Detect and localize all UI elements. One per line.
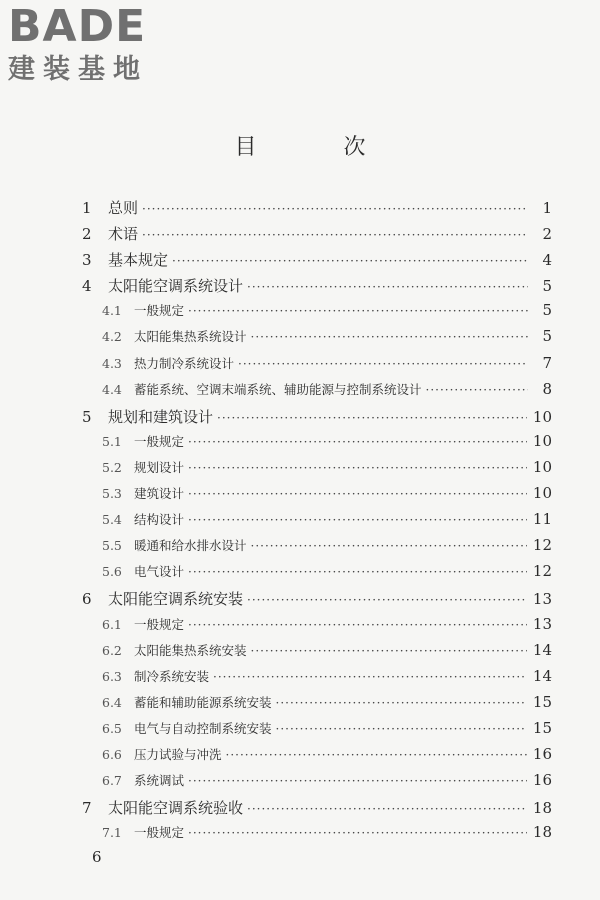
toc-title: 基本规定: [108, 251, 169, 270]
toc-number: 4.4: [102, 381, 122, 397]
logo-subtitle: 建装基地: [8, 54, 148, 85]
toc-page-number: 12: [532, 536, 552, 555]
toc-leader-dots: [213, 670, 527, 684]
toc-title: 压力试验与冲洗: [134, 746, 222, 762]
logo-wordmark: BADE: [8, 1, 147, 52]
toc-page-number: 10: [532, 431, 552, 450]
toc-section[interactable]: [82, 667, 552, 693]
toc-section[interactable]: [82, 562, 552, 588]
toc-page-number: 5: [542, 327, 552, 346]
toc-number: 4: [82, 277, 92, 296]
toc-number: 6.1: [102, 616, 122, 632]
toc-leader-dots: [188, 618, 527, 632]
toc-section[interactable]: [82, 510, 552, 536]
toc-number: 6: [82, 590, 92, 609]
toc-title: 电气设计: [134, 564, 185, 580]
toc-number: 5.1: [102, 433, 122, 449]
toc-section[interactable]: [82, 641, 552, 667]
toc-chapter[interactable]: [82, 223, 552, 249]
toc-page-number: 18: [532, 799, 552, 818]
toc-title: 建筑设计: [134, 486, 185, 502]
toc-number: 7: [82, 799, 92, 818]
toc-number: 5.5: [102, 538, 122, 554]
toc-section[interactable]: [82, 719, 552, 745]
toc-section[interactable]: [82, 693, 552, 719]
toc-section[interactable]: [82, 458, 552, 484]
toc-number: 3: [82, 251, 92, 270]
toc-leader-dots: [276, 696, 527, 710]
toc-page-number: 16: [532, 744, 552, 763]
page-title: 目 次: [234, 135, 406, 160]
toc-number: 5.3: [102, 486, 122, 502]
toc-page-number: 15: [532, 692, 552, 711]
toc-leader-dots: [142, 202, 528, 216]
toc-section[interactable]: [82, 536, 552, 562]
toc-page-number: 12: [532, 562, 552, 581]
toc-title: 电气与自动控制系统安装: [134, 720, 272, 736]
toc-page-number: 14: [532, 640, 552, 659]
toc-section[interactable]: [82, 745, 552, 771]
toc-page-number: 7: [542, 353, 552, 372]
toc-leader-dots: [188, 487, 527, 501]
toc-title: 暖通和给水排水设计: [134, 538, 247, 554]
toc-leader-dots: [251, 330, 528, 344]
toc-leader-dots: [188, 461, 527, 475]
toc-chapter[interactable]: [82, 197, 552, 223]
toc-title: 太阳能空调系统安装: [108, 590, 244, 609]
toc-leader-dots: [251, 644, 527, 658]
toc-title: 规划和建筑设计: [108, 407, 214, 426]
toc-number: 6.5: [102, 720, 122, 736]
toc-number: 4.2: [102, 329, 122, 345]
toc-page-number: 13: [532, 590, 552, 609]
toc-number: 4.3: [102, 355, 122, 371]
toc-number: 7.1: [102, 825, 122, 841]
toc-title: 太阳能空调系统设计: [108, 277, 244, 296]
toc-title: 系统调试: [134, 773, 185, 789]
toc-page-number: 1: [542, 199, 552, 217]
toc-leader-dots: [276, 722, 527, 736]
toc-number: 5.4: [102, 512, 122, 528]
toc-page-number: 4: [542, 251, 552, 270]
toc-leader-dots: [226, 748, 527, 762]
toc-title: 太阳能集热系统安装: [134, 642, 247, 658]
toc-section[interactable]: [82, 771, 552, 797]
toc-leader-dots: [188, 513, 527, 527]
toc-leader-dots: [247, 802, 527, 816]
toc-number: 2: [82, 225, 92, 244]
toc-title: 制冷系统安装: [134, 668, 210, 684]
toc-leader-dots: [142, 228, 528, 242]
toc-page-number: 5: [542, 301, 552, 320]
toc-page-number: 8: [542, 379, 552, 398]
toc-leader-dots: [238, 357, 528, 371]
toc-page-number: 2: [542, 225, 552, 244]
toc-number: 5: [82, 407, 92, 426]
toc-page-number: 11: [532, 510, 552, 529]
toc-title: 一般规定: [134, 616, 185, 632]
toc-number: 5.6: [102, 564, 122, 580]
toc-section[interactable]: [82, 615, 552, 641]
toc-section[interactable]: [82, 380, 552, 406]
toc-leader-dots: [217, 411, 527, 425]
toc-number: 4.1: [102, 303, 122, 319]
toc-page-number: 10: [532, 407, 552, 426]
toc-number: 6.7: [102, 773, 122, 789]
toc-section[interactable]: [82, 484, 552, 510]
toc-title: 太阳能空调系统验收: [108, 799, 244, 818]
toc-page-number: 5: [542, 277, 552, 296]
toc-chapter[interactable]: [82, 406, 552, 432]
toc-title: 一般规定: [134, 303, 185, 319]
toc-title: 蓄能系统、空调末端系统、辅助能源与控制系统设计: [134, 381, 422, 397]
toc-chapter[interactable]: [82, 797, 552, 823]
toc-leader-dots: [188, 304, 528, 318]
toc-section[interactable]: [82, 354, 552, 380]
toc-leader-dots: [188, 774, 527, 788]
toc-chapter[interactable]: [82, 588, 552, 614]
toc-section[interactable]: [82, 301, 552, 327]
toc-page-number: 14: [532, 666, 552, 685]
toc-section[interactable]: [82, 432, 552, 458]
toc-leader-dots: [188, 826, 527, 840]
toc-title: 结构设计: [134, 512, 185, 528]
toc-leader-dots: [251, 539, 527, 553]
toc-number: 6.4: [102, 694, 122, 710]
toc-title: 热力制冷系统设计: [134, 355, 235, 371]
toc-page-number: 16: [532, 771, 552, 790]
toc-number: 6.6: [102, 746, 122, 762]
toc-number: 6.3: [102, 668, 122, 684]
toc-number: 1: [82, 199, 92, 217]
toc-section[interactable]: [82, 327, 552, 353]
toc-page-number: 18: [532, 823, 552, 842]
toc-title: 太阳能集热系统设计: [134, 329, 247, 345]
toc-number: 6.2: [102, 642, 122, 658]
toc-leader-dots: [426, 383, 528, 397]
toc-leader-dots: [247, 280, 528, 294]
toc-leader-dots: [172, 254, 528, 268]
table-of-contents: [82, 197, 552, 849]
toc-page-number: 10: [532, 457, 552, 476]
toc-leader-dots: [247, 593, 527, 607]
toc-page-number: 10: [532, 484, 552, 503]
toc-leader-dots: [188, 565, 527, 579]
toc-page-number: 15: [532, 718, 552, 737]
toc-section[interactable]: [82, 823, 552, 849]
toc-chapter[interactable]: [82, 275, 552, 301]
toc-title: 一般规定: [134, 433, 185, 449]
toc-title: 术语: [108, 225, 139, 244]
toc-title: 一般规定: [134, 825, 185, 841]
toc-leader-dots: [188, 435, 527, 449]
toc-title: 规划设计: [134, 459, 185, 475]
toc-title: 总则: [108, 199, 139, 217]
toc-number: 5.2: [102, 459, 122, 475]
toc-title: 蓄能和辅助能源系统安装: [134, 694, 272, 710]
toc-chapter[interactable]: [82, 249, 552, 275]
toc-page-number: 13: [532, 614, 552, 633]
page-number: 6: [92, 848, 102, 866]
brand-logo: [8, 1, 148, 86]
